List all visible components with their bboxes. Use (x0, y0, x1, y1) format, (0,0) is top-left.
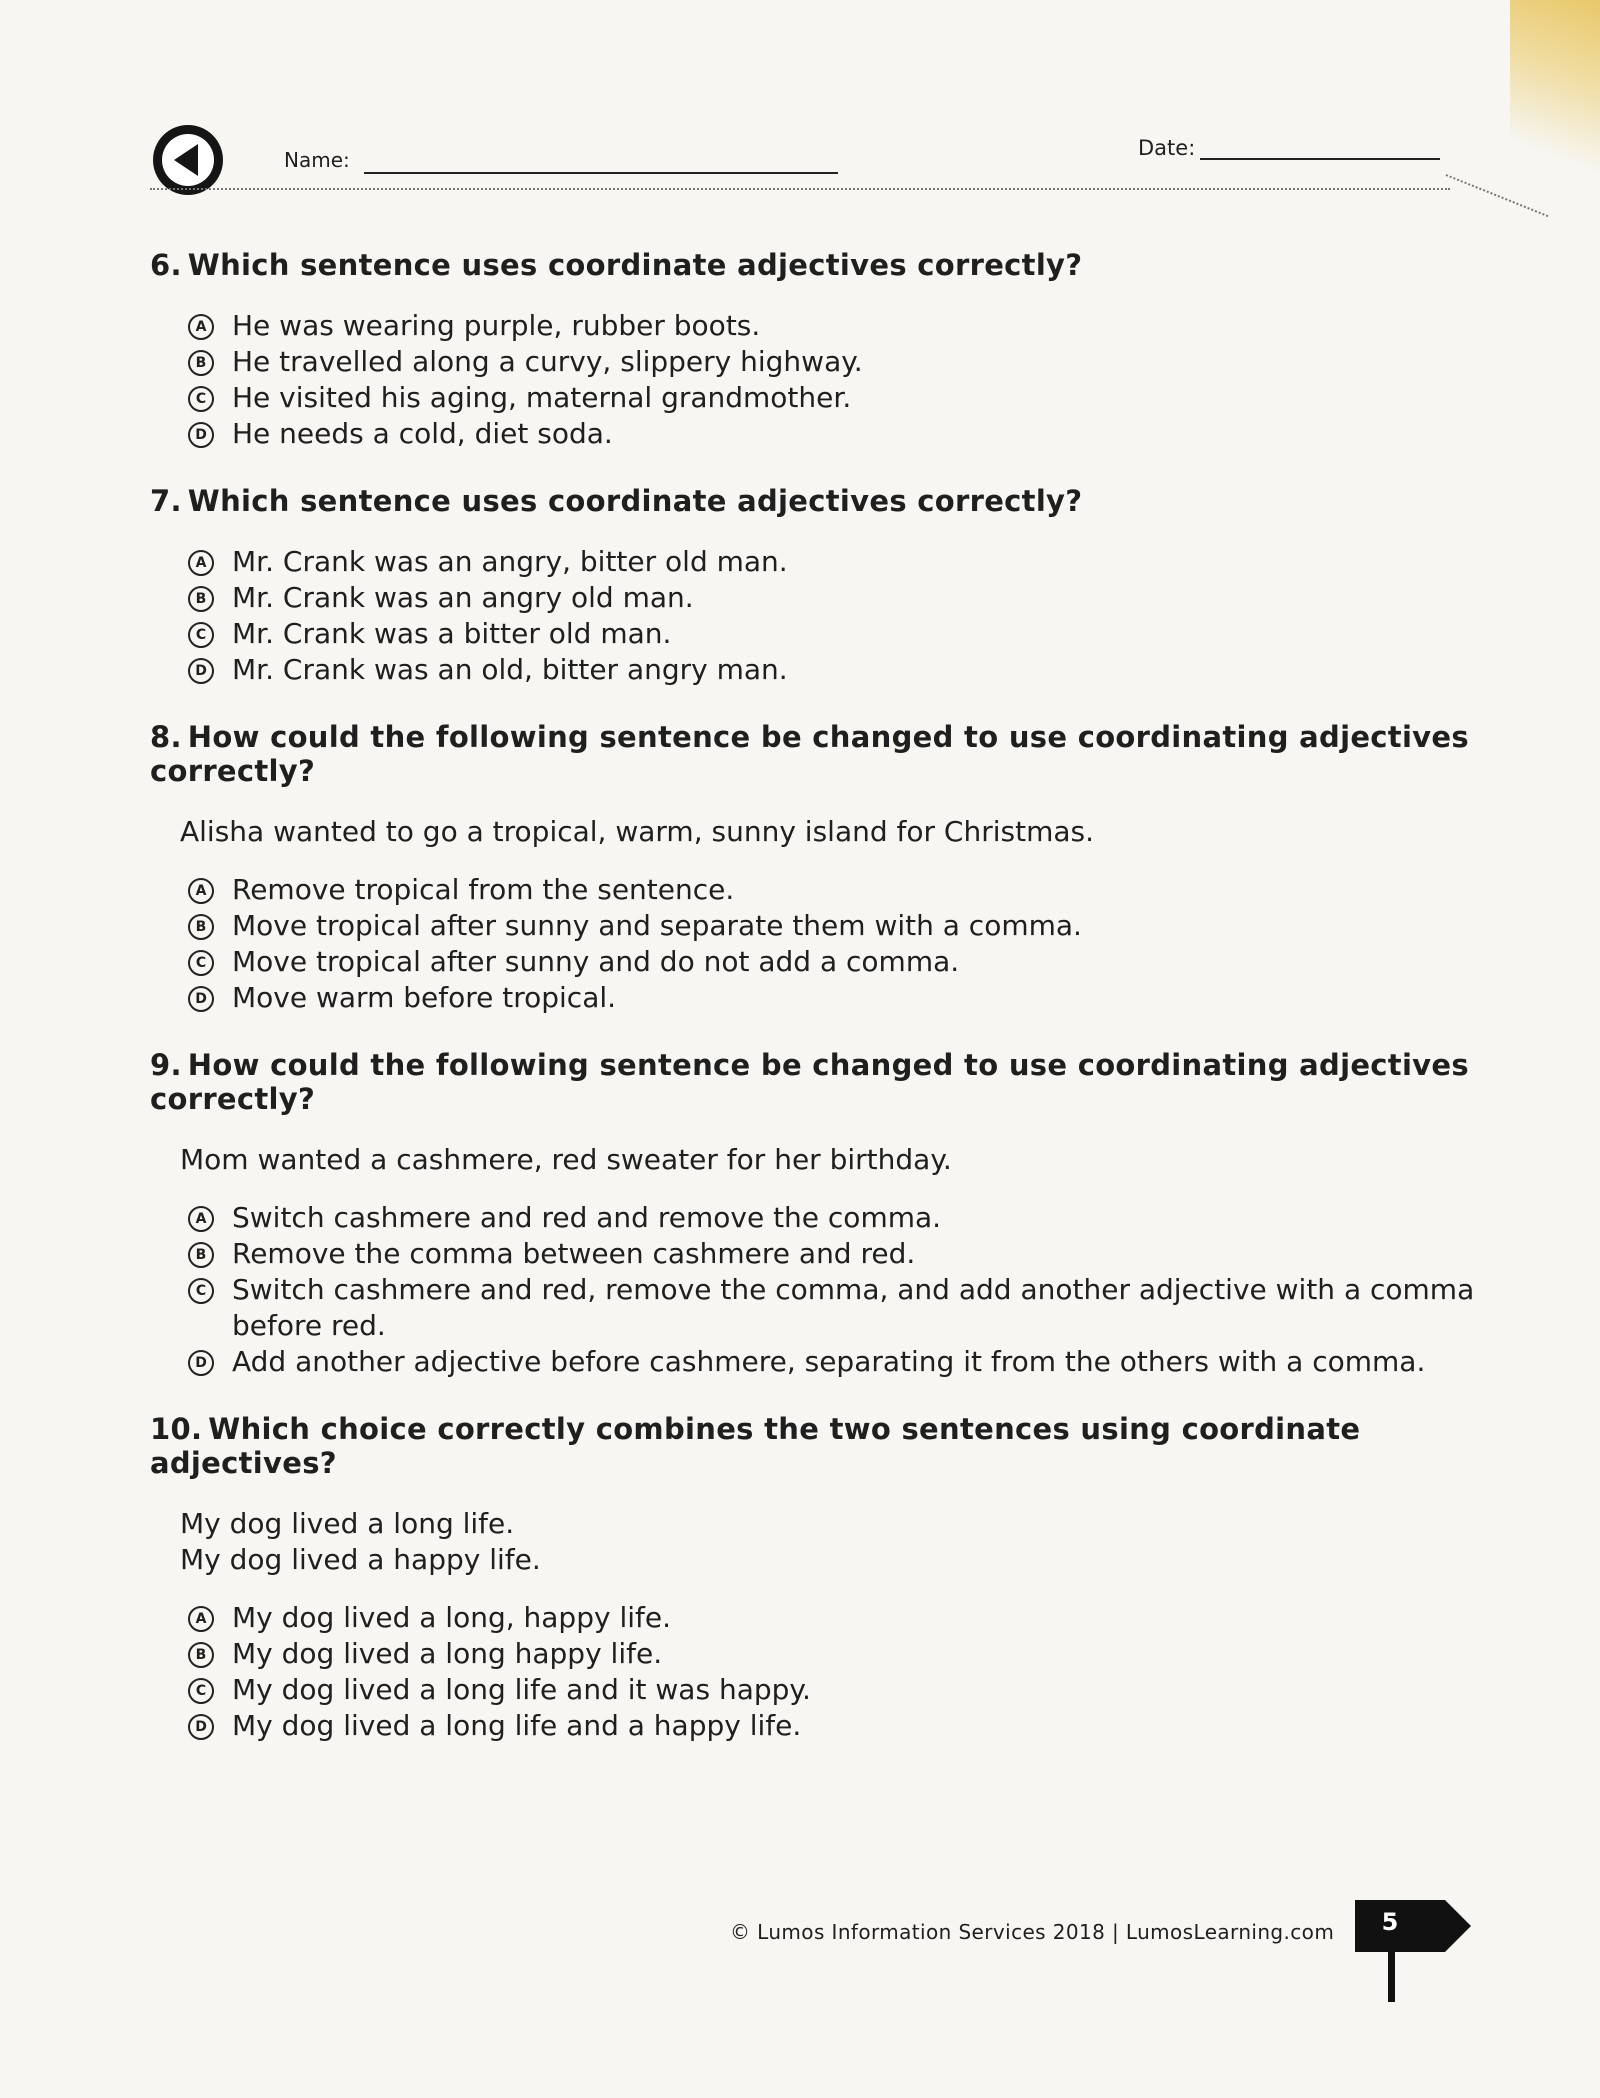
answer-choice-text: Mr. Crank was an angry old man. (232, 581, 694, 614)
answer-choice[interactable] (188, 1708, 1480, 1744)
answer-bubble[interactable]: D (188, 422, 214, 448)
question-number: 8. (150, 720, 182, 754)
question-block (140, 1412, 1480, 1744)
answer-choice-text: Switch cashmere and red, remove the comma, and add another adjective with a comma before red. (232, 1273, 1475, 1342)
question-list (140, 248, 1480, 1776)
back-arrow-icon[interactable] (150, 122, 226, 198)
question-block (140, 1048, 1480, 1380)
answer-choice[interactable] (188, 380, 1480, 416)
answer-choice-text: My dog lived a long happy life. (232, 1637, 663, 1670)
answer-bubble[interactable]: A (188, 1606, 214, 1632)
answer-bubble[interactable]: C (188, 622, 214, 648)
answer-choice[interactable] (188, 980, 1480, 1016)
answer-choice[interactable] (188, 652, 1480, 688)
question-heading (150, 1048, 1480, 1116)
answer-choice-text: Move tropical after sunny and separate them with a comma. (232, 909, 1082, 942)
answer-choice[interactable] (188, 308, 1480, 344)
question-text: How could the following sentence be changed to use coordinating adjectives correctly? (150, 720, 1469, 788)
answer-choice[interactable] (188, 616, 1480, 652)
page-footer (730, 1892, 1490, 2002)
answer-choice[interactable] (188, 580, 1480, 616)
answer-choice-text: Mr. Crank was an old, bitter angry man. (232, 653, 788, 686)
header-divider (150, 188, 1450, 190)
question-text: Which sentence uses coordinate adjectives correctly? (187, 248, 1083, 282)
worksheet-header (150, 110, 1550, 210)
answer-choice[interactable] (188, 1272, 1480, 1344)
answer-choice-text: He travelled along a curvy, slippery highway. (232, 345, 863, 378)
answer-bubble[interactable]: B (188, 914, 214, 940)
question-block (140, 720, 1480, 1016)
answer-choice-text: Mr. Crank was a bitter old man. (232, 617, 672, 650)
prompt-sentence: My dog lived a happy life. (180, 1543, 541, 1576)
answer-choice[interactable] (188, 544, 1480, 580)
answer-bubble[interactable]: D (188, 1714, 214, 1740)
answer-bubble[interactable]: A (188, 550, 214, 576)
answer-choice-text: Remove tropical from the sentence. (232, 873, 735, 906)
question-prompt (180, 814, 1480, 850)
answer-bubble[interactable]: D (188, 986, 214, 1012)
prompt-sentence: My dog lived a long life. (180, 1507, 515, 1540)
answer-choice[interactable] (188, 944, 1480, 980)
prompt-sentence: Mom wanted a cashmere, red sweater for her birthday. (180, 1143, 952, 1176)
page-number: 5 (1381, 1908, 1399, 1936)
answer-choice-text: Remove the comma between cashmere and red. (232, 1237, 916, 1270)
answer-bubble[interactable]: A (188, 1206, 214, 1232)
answer-bubble[interactable]: D (188, 1350, 214, 1376)
question-block (140, 484, 1480, 688)
question-number: 7. (150, 484, 182, 518)
question-heading (150, 248, 1480, 282)
answer-choice[interactable] (188, 1236, 1480, 1272)
answer-bubble[interactable]: C (188, 386, 214, 412)
answer-choice-text: He needs a cold, diet soda. (232, 417, 613, 450)
answer-bubble[interactable]: C (188, 950, 214, 976)
answer-choice-text: My dog lived a long life and a happy life. (232, 1709, 802, 1742)
question-text: Which choice correctly combines the two sentences using coordinate adjectives? (150, 1412, 1361, 1480)
answer-choice-text: Mr. Crank was an angry, bitter old man. (232, 545, 788, 578)
question-text: Which sentence uses coordinate adjectives correctly? (187, 484, 1083, 518)
answer-choice-text: Add another adjective before cashmere, separating it from the others with a comma. (232, 1345, 1426, 1378)
answer-choice-text: Switch cashmere and red and remove the comma. (232, 1201, 942, 1234)
header-divider-tail (1446, 174, 1549, 217)
answer-choice[interactable] (188, 1672, 1480, 1708)
question-heading (150, 1412, 1480, 1480)
answer-bubble[interactable]: C (188, 1278, 214, 1304)
answer-choice[interactable] (188, 1636, 1480, 1672)
question-prompt (180, 1142, 1480, 1178)
answer-choice-text: My dog lived a long life and it was happy. (232, 1673, 811, 1706)
answer-choice[interactable] (188, 908, 1480, 944)
answer-choice-text: Move tropical after sunny and do not add a comma. (232, 945, 960, 978)
answer-choice-text: He visited his aging, maternal grandmother. (232, 381, 852, 414)
copyright-text: © Lumos Information Services 2018 | LumosLearning.com (730, 1920, 1335, 1944)
page-signpost-icon (1345, 1892, 1475, 2002)
question-number: 6. (150, 248, 182, 282)
answer-bubble[interactable]: A (188, 314, 214, 340)
answer-bubble[interactable]: B (188, 350, 214, 376)
answer-bubble[interactable]: D (188, 658, 214, 684)
question-block (140, 248, 1480, 452)
name-field[interactable] (364, 172, 838, 174)
answer-bubble[interactable]: C (188, 1678, 214, 1704)
answer-choice[interactable] (188, 1344, 1480, 1380)
question-heading (150, 720, 1480, 788)
question-number: 10. (150, 1412, 203, 1446)
answer-bubble[interactable]: B (188, 1242, 214, 1268)
answer-choice[interactable] (188, 344, 1480, 380)
answer-choice[interactable] (188, 872, 1480, 908)
prompt-sentence: Alisha wanted to go a tropical, warm, sunny island for Christmas. (180, 815, 1095, 848)
question-heading (150, 484, 1480, 518)
answer-choice-text: He was wearing purple, rubber boots. (232, 309, 761, 342)
name-label: Name: (284, 148, 350, 172)
answer-choice-text: Move warm before tropical. (232, 981, 617, 1014)
date-label: Date: (1138, 136, 1196, 160)
answer-choice-text: My dog lived a long, happy life. (232, 1601, 671, 1634)
question-text: How could the following sentence be changed to use coordinating adjectives correctly? (150, 1048, 1469, 1116)
question-prompt (180, 1506, 1480, 1578)
date-field[interactable] (1200, 158, 1440, 160)
question-number: 9. (150, 1048, 182, 1082)
answer-choice[interactable] (188, 1600, 1480, 1636)
answer-choice[interactable] (188, 416, 1480, 452)
answer-choice[interactable] (188, 1200, 1480, 1236)
answer-bubble[interactable]: B (188, 586, 214, 612)
answer-bubble[interactable]: A (188, 878, 214, 904)
answer-bubble[interactable]: B (188, 1642, 214, 1668)
